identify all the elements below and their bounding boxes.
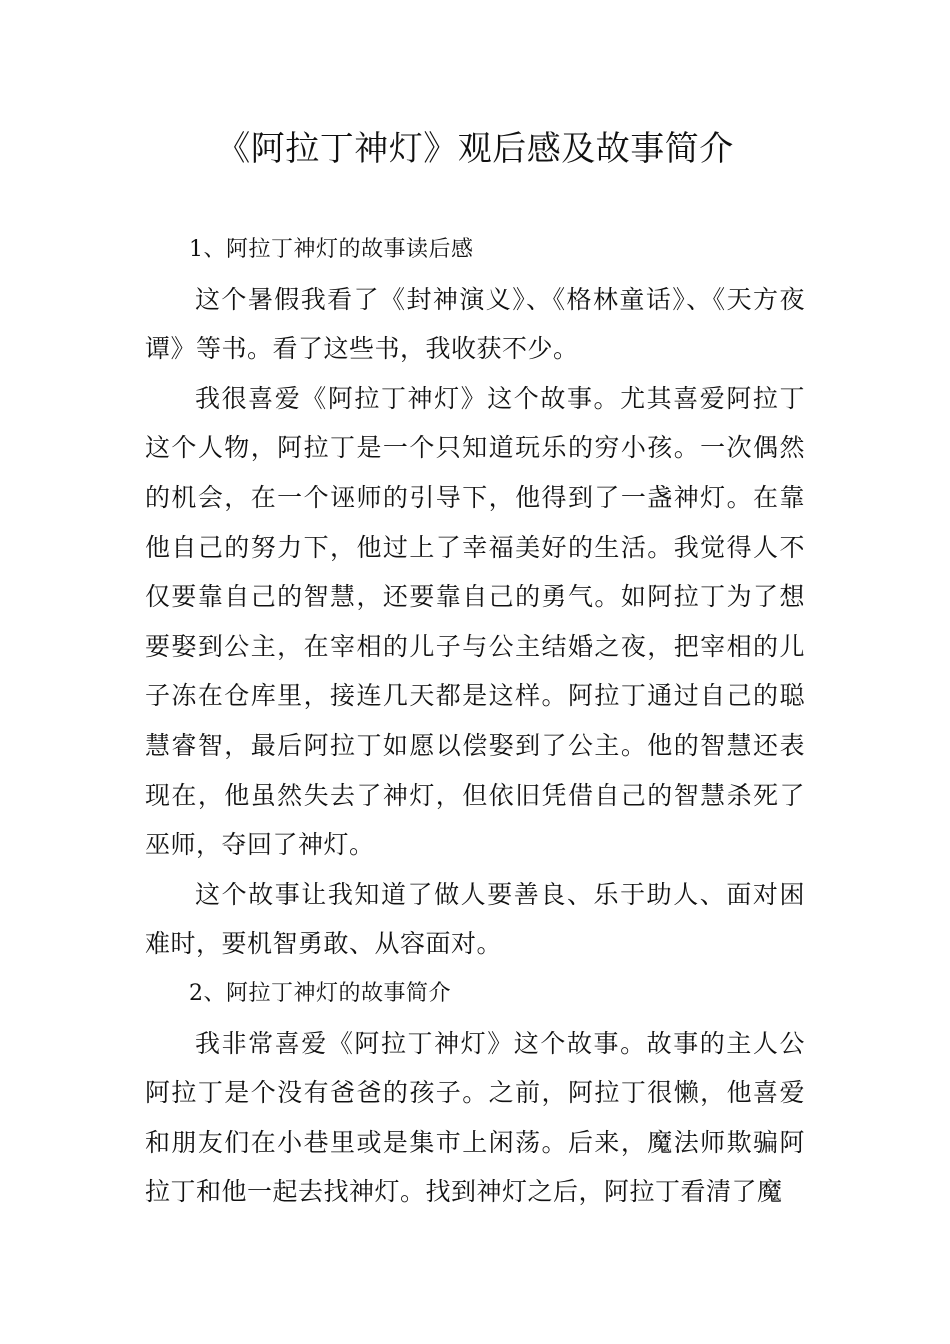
- paragraph-1: 这个暑假我看了《封神演义》、《格林童话》、《天方夜谭》等书。看了这些书，我收获不少。: [145, 284, 805, 364]
- document-title: 《阿拉丁神灯》观后感及故事简介: [216, 129, 734, 169]
- paragraph-2: 我很喜爱《阿拉丁神灯》这个故事。尤其喜爱阿拉丁这个人物，阿拉丁是一个只知道玩乐的穷小孩。一次偶然的机会，在一个诬师的引导下，他得到了一盏神灯。在靠他自己的努力下，他过上了幸福美好的生活。我觉得人不仅要靠自己的智慧，还要靠自己的勇气。如阿拉丁为了想要娶到公主，在宰相的儿子与公主结婚之夜，把宰相的儿子冻在仓库里，接连几天都是这样。阿拉丁通过自己的聪慧睿智，最后阿拉丁如愿以偿娶到了公主。他的智慧还表现在，他虽然失去了神灯，但依旧凭借自己的智慧杀死了巫师，夺回了神灯。: [145, 383, 805, 860]
- document-body: [145, 225, 805, 1217]
- paragraph-3: 这个故事让我知道了做人要善良、乐于助人、面对困难时，要机智勇敢、从容面对。: [145, 879, 805, 959]
- section-heading-1: 1、阿拉丁神灯的故事读后感: [189, 237, 474, 262]
- section-heading-2: 2、阿拉丁神灯的故事简介: [189, 980, 451, 1006]
- paragraph-4: 我非常喜爱《阿拉丁神灯》这个故事。故事的主人公阿拉丁是个没有爸爸的孩子。之前，阿拉丁很懒，他喜爱和朋友们在小巷里或是集市上闲荡。后来，魔法师欺骗阿拉丁和他一起去找神灯。找到神灯之后，阿拉丁看清了魔: [145, 1028, 805, 1207]
